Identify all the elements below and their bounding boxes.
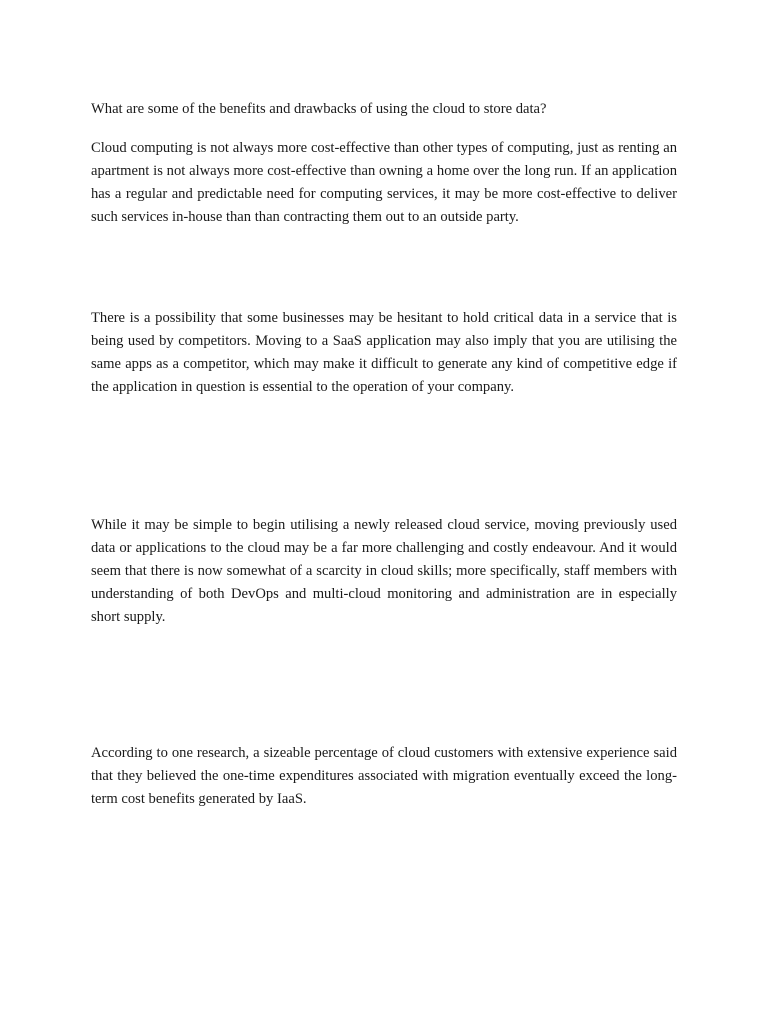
paragraph-research-iaas: According to one research, a sizeable percentage of cloud customers with extensive experience said that they believed the one-time expenditures associated with migration eventually exceed the long-term cost benefits generated by IaaS. xyxy=(91,745,677,807)
paragraph-migration-skills: While it may be simple to begin utilising a newly released cloud service, moving previously used data or applications to the cloud may be a far more challenging and costly endeavour. And it would seem that there is now somewhat of a scarcity in cloud skills; more specifically, staff members with understanding of both DevOps and multi-cloud monitoring and administration are in especially short supply. xyxy=(91,517,677,625)
question-heading: What are some of the benefits and drawbacks of using the cloud to store data? xyxy=(91,101,547,117)
paragraph-competitors: There is a possibility that some businesses may be hesitant to hold critical data in a service that is being used by competitors. Moving to a SaaS application may also imply that you are utilising the same apps as a competitor, which may make it difficult to generate any kind of competitive edge if the application in question is essential to the operation of your company. xyxy=(91,310,677,395)
paragraph-cost-effectiveness: Cloud computing is not always more cost-effective than other types of computing, just as renting an apartment is not always more cost-effective than owning a home over the long run. If an application has a regular and predictable need for computing services, it may be more cost-effective to deliver such services in-house than than contracting them out to an outside party. xyxy=(91,140,677,225)
